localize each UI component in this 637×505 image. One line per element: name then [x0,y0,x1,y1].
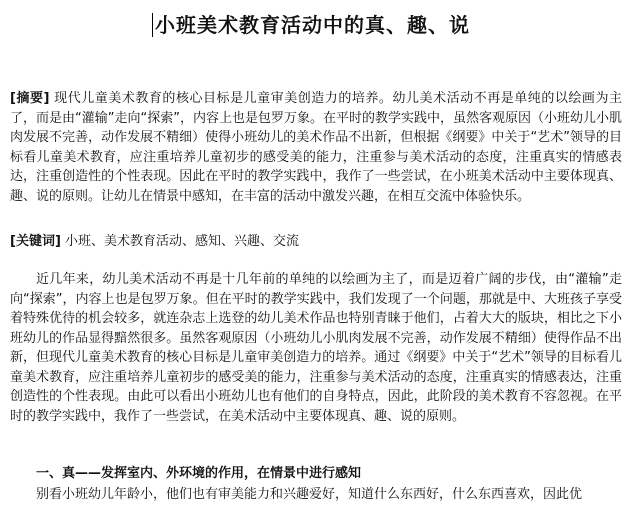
title-text: 小班美术教育活动中的真、趣、说 [155,13,470,37]
abstract-text: 现代儿童美术教育的核心目标是儿童审美创造力的培养。幼儿美术活动不再是单纯的以绘画为主了，而是由“灌输”走向“探索”，内容上也是包罗万象。在平时的教学实践中，虽然客观原因（小班幼儿小肌肉发展不完善，动作发展不精细）使得小班幼儿的美术作品不出新，但根据《纲要》中关于“艺术”领导的目标看儿童美术教育，应注重培养儿童初步的感受美的能力，注重参与美术活动的态度，注重真实的情感表达，注重创造性的个性表现。因此在平时的教学实践中，我作了一些尝试，在小班美术活动中主要体现真、趣、说的原则。让幼儿在情景中感知，在丰富的活动中激发兴趣，在相互交流中体验快乐。 [10,91,622,204]
abstract-paragraph [10,89,622,206]
section-paragraph: 别看小班幼儿年龄小，他们也有审美能力和兴趣爱好，知道什么东西好，什么东西喜欢，因此优 [36,487,583,502]
abstract-label: [摘要] [10,91,50,106]
keywords-paragraph [10,232,622,252]
intro-paragraph: 近几年来，幼儿美术活动不再是十几年前的单纯的以绘画为主了，而是迈着广阔的步伐，由“灌输”走向“探索”，内容上也是包罗万象。但在平时的教学实践中，我们发现了一个问题，那就是中、大班孩子享受着特殊优待的机会较多，就连杂志上选登的幼儿美术作品也特别青睐于他们，占着大大的版块，相比之下小班幼儿的作品显得黯然很多。虽然客观原因（小班幼儿小肌肉发展不完善，动作发展不精细）使得作品不出新，但现代儿童美术教育的核心目标是儿童审美创造力的培养。通过《纲要》中关于“艺术”领导的目标看儿童美术教育，应注重培养儿童初步的感受美的能力，注重参与美术活动的态度，注重真实的情感表达，注重创造性的个性表现。由此可以看出小班幼儿也有他们的自身特点，因此，此阶段的美术教育不容忽视。在平时的教学实践中，我作了一些尝试，在美术活动中主要体现真、趣、说的原则。 [10,272,622,424]
text-cursor [152,13,153,37]
document-title [152,9,470,38]
section-heading: 一、真——发挥室内、外环境的作用，在情景中进行感知 [36,466,362,481]
keywords-label: [关键词] [10,234,61,249]
keywords-text: 小班、美术教育活动、感知、兴趣、交流 [65,234,300,249]
